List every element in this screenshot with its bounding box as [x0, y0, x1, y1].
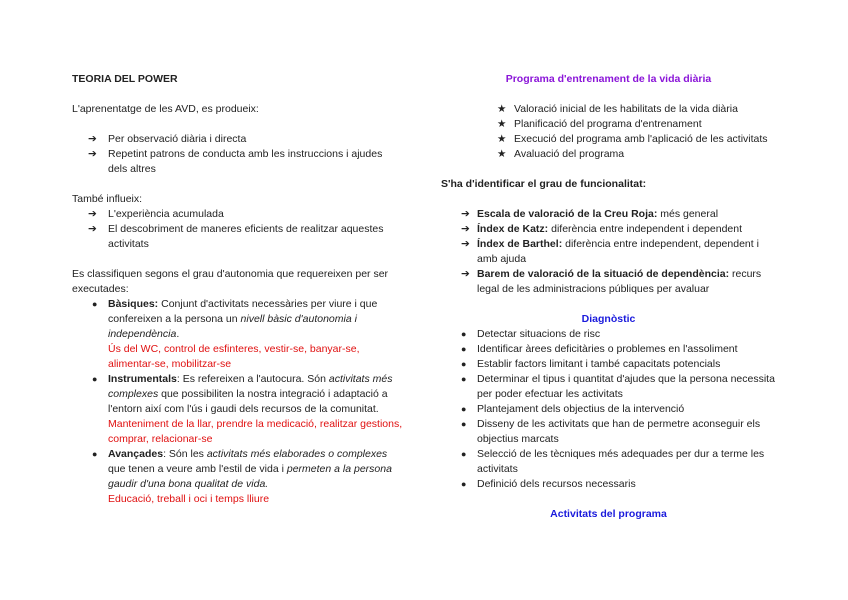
program-list — [441, 102, 776, 162]
right-column — [441, 72, 776, 522]
bullet-icon: ● — [92, 449, 98, 459]
arrow-icon: ➔ — [461, 268, 470, 280]
diagnostic-title: Diagnòstic — [581, 313, 636, 325]
intro-text: L'aprenentatge de les AVD, es produeix: — [72, 103, 259, 115]
list-item: ★ Valoració inicial de les habilitats de la vida diària — [497, 103, 738, 115]
list-item: ➔ Índex de Katz: diferència entre independent i dependent — [461, 223, 743, 235]
arrow-icon: ➔ — [88, 223, 97, 235]
left-column — [72, 72, 404, 507]
list-item-basic: ● Bàsiques: Conjunt d'activitats necessàries per viure i que confereixen a la persona un nivell bàsic d'autonomia i independència. Ús del WC, control de esfinteres, vestir-se, banyar-se, alimentar-se, mobilitzar-se — [72, 297, 404, 372]
list-item: ★ Planificació del programa d'entrenament — [497, 118, 702, 130]
bullet-icon: ● — [461, 374, 467, 384]
advanced-example: Educació, treball i oci i temps lliure — [108, 493, 270, 505]
influence-label: També influeix: — [72, 193, 143, 205]
bullet-icon: ● — [461, 479, 467, 489]
list-item: ★ Avaluació del programa — [497, 148, 625, 160]
list-item: ➔ Per observació diària i directa — [88, 133, 247, 145]
star-icon: ★ — [497, 118, 507, 130]
arrow-icon: ➔ — [88, 208, 97, 220]
bullet-icon: ● — [461, 449, 467, 459]
list-item: ● Determinar el tipus i quantitat d'ajudes que la persona necessita per poder efectuar les activitats — [461, 373, 775, 400]
list-item-advanced: ● Avançades: Són les activitats més elaborades o complexes que tenen a veure amb l'estil de vida i permeten a la persona gaudir d'una bona qualitat de vida. Educació, treball i oci i temps lliure — [72, 447, 404, 507]
activities-title: Activitats del programa — [550, 508, 667, 520]
star-icon: ★ — [497, 133, 507, 145]
learning-list — [72, 132, 404, 177]
list-item-instrumental: ● Instrumentals: Es refereixen a l'autocura. Són activitats més complexes que possibiliten la nostra integració i adaptació a l'entorn així com l'ús i gaudi dels recursos de la comunitat. Manteniment de la llar, prendre la medicació, realitzar gestions, comprar, relacionar-se — [92, 373, 403, 445]
bullet-icon: ● — [92, 299, 98, 309]
list-item: ➔ L'experiència acumulada — [88, 208, 224, 220]
list-item: ● Selecció de les tècniques més adequades per dur a terme les activitats — [461, 448, 765, 475]
star-icon: ★ — [497, 103, 507, 115]
program-title: Programa d'entrenament de la vida diària — [505, 73, 712, 85]
scales-list — [441, 207, 776, 297]
instrumental-example: Manteniment de la llar, prendre la medicació, realitzar gestions, comprar, relacionar-se — [108, 418, 403, 445]
arrow-icon: ➔ — [88, 133, 97, 145]
arrow-icon: ➔ — [461, 238, 470, 250]
bullet-icon: ● — [461, 419, 467, 429]
diagnostic-list — [441, 327, 776, 492]
classification-list — [72, 297, 404, 507]
arrow-icon: ➔ — [461, 208, 470, 220]
page-title: TEORIA DEL POWER — [72, 73, 178, 85]
list-item: ● Establir factors limitant i també capacitats potencials — [461, 358, 721, 370]
list-item: ● Plantejament dels objectius de la intervenció — [461, 403, 685, 415]
arrow-icon: ➔ — [88, 148, 97, 160]
functional-title: S'ha d'identificar el grau de funcionalitat: — [441, 178, 647, 190]
list-item: ● Definició dels recursos necessaris — [461, 478, 636, 490]
list-item: ➔ El descobriment de maneres eficients de realitzar aquestes activitats — [88, 223, 384, 250]
bullet-icon: ● — [461, 329, 467, 339]
bullet-icon: ● — [461, 404, 467, 414]
list-item: ● Disseny de les activitats que han de permetre aconseguir els objectius marcats — [461, 418, 761, 445]
bullet-icon: ● — [92, 374, 98, 384]
classify-text: Es classifiquen segons el grau d'autonomia que requereixen per ser executades: — [72, 268, 389, 295]
list-item: ● Detectar situacions de risc — [461, 328, 601, 340]
list-item: ➔ Escala de valoració de la Creu Roja: més general — [461, 208, 719, 220]
bullet-icon: ● — [461, 344, 467, 354]
list-item: ● Identificar àrees deficitàries o problemes en l'assoliment — [461, 343, 738, 355]
influence-list — [72, 207, 404, 252]
bullet-icon: ● — [461, 359, 467, 369]
list-item: ➔ Índex de Barthel: diferència entre independent, dependent i amb ajuda — [461, 238, 759, 265]
list-item: ★ Execució del programa amb l'aplicació de les activitats — [497, 133, 768, 145]
arrow-icon: ➔ — [461, 223, 470, 235]
list-item: ➔ Repetint patrons de conducta amb les instruccions i ajudes dels altres — [88, 148, 383, 175]
star-icon: ★ — [497, 148, 507, 160]
basic-example: Ús del WC, control de esfinteres, vestir-se, banyar-se, alimentar-se, mobilitzar-se — [108, 343, 360, 370]
list-item: ➔ Barem de valoració de la situació de dependència: recurs legal de les administracions públiques per avaluar — [461, 268, 762, 295]
